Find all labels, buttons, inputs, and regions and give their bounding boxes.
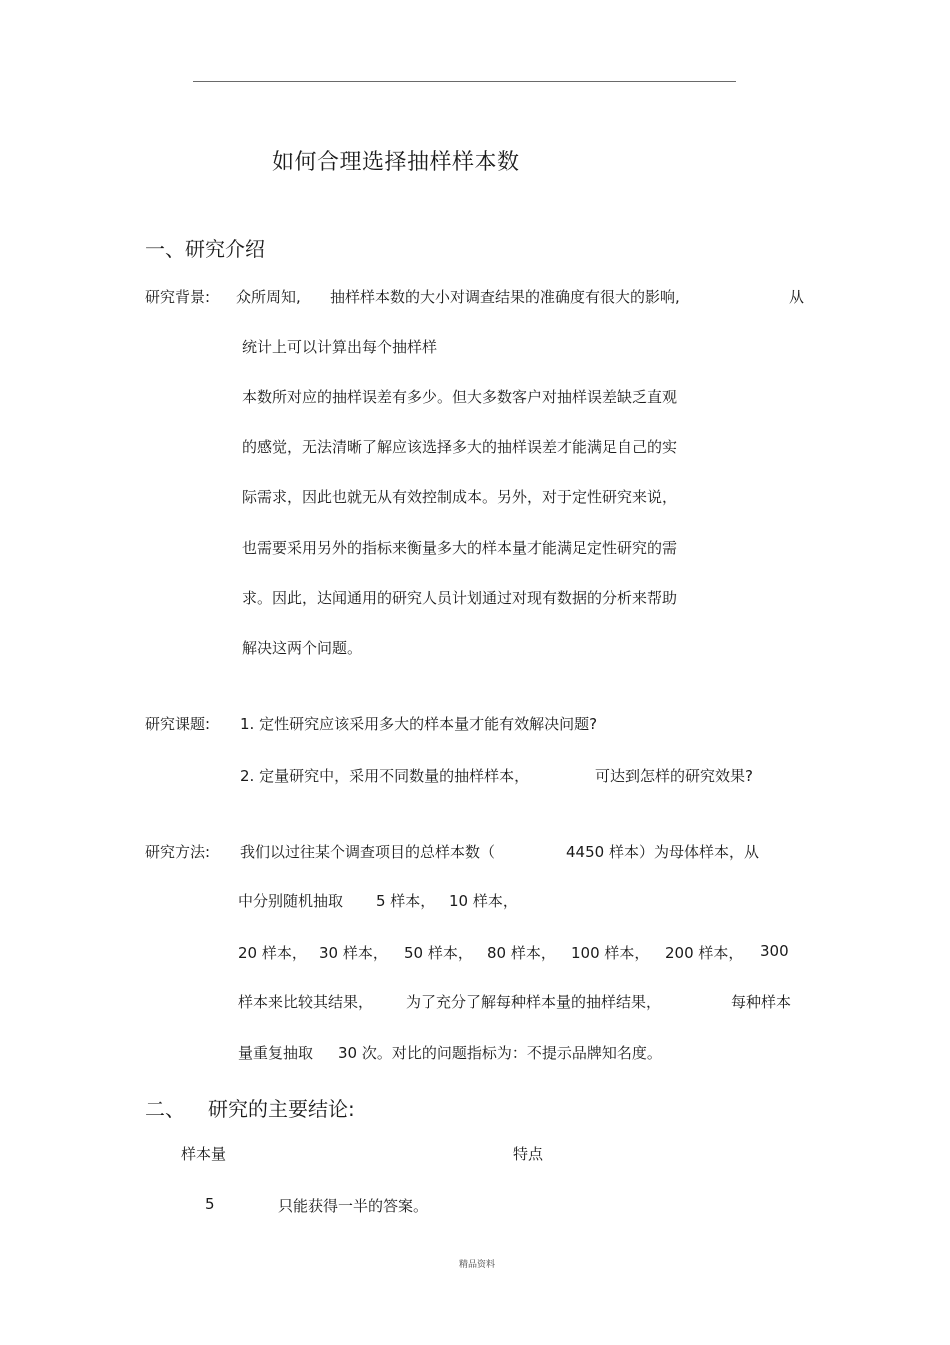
table-cell-feature: 只能获得一半的答案。 xyxy=(278,1197,429,1215)
section1-heading: 一、研究介绍 xyxy=(145,237,265,261)
background-text-b: 抽样样本数的大小对调查结果的准确度有很大的影响, xyxy=(330,288,680,306)
background-line: 际需求，因此也就无从有效控制成本。另外，对于定性研究来说， xyxy=(242,488,678,506)
background-text-a: 众所周知, xyxy=(236,288,301,306)
background-line: 本数所对应的抽样误差有多少。但大多数客户对抽样误差缺乏直观 xyxy=(242,388,678,406)
table-header-size: 样本量 xyxy=(181,1145,227,1163)
header-rule xyxy=(193,81,736,82)
method-label: 研究方法: xyxy=(145,843,211,861)
method-text: 4450 样本）为母体样本，从 xyxy=(566,843,759,861)
document-title: 如何合理选择抽样样本数 xyxy=(272,150,520,175)
sample-size: 100 样本， xyxy=(571,944,650,962)
section2-number: 二、 xyxy=(145,1097,185,1121)
background-label: 研究背景: xyxy=(145,288,211,306)
table-cell-size: 5 xyxy=(205,1195,215,1213)
method-text: 我们以过往某个调查项目的总样本数（ xyxy=(240,843,496,861)
method-text: 30 次。对比的问题指标为：不提示品牌知名度。 xyxy=(338,1044,662,1062)
section2-heading: 研究的主要结论: xyxy=(208,1097,355,1121)
background-line: 解决这两个问题。 xyxy=(242,639,363,657)
topic-item-1: 1. 定性研究应该采用多大的样本量才能有效解决问题? xyxy=(240,715,598,733)
topics-label: 研究课题: xyxy=(145,715,211,733)
sample-size: 30 样本， xyxy=(319,944,388,962)
background-line: 统计上可以计算出每个抽样样 xyxy=(242,338,438,356)
footer-text: 精品资料 xyxy=(459,1260,496,1270)
topic-item-2b: 可达到怎样的研究效果? xyxy=(595,767,753,785)
method-text: 为了充分了解每种样本量的抽样结果， xyxy=(406,993,662,1011)
sample-size: 200 样本， xyxy=(665,944,744,962)
method-text: 量重复抽取 xyxy=(238,1044,314,1062)
method-text: 样本来比较其结果， xyxy=(238,993,374,1011)
background-line: 的感觉，无法清晰了解应该选择多大的抽样误差才能满足自己的实 xyxy=(242,438,678,456)
sample-size: 300 xyxy=(760,942,789,960)
table-header-feature: 特点 xyxy=(513,1145,544,1163)
background-line: 求。因此，达闻通用的研究人员计划通过对现有数据的分析来帮助 xyxy=(242,589,678,607)
method-text: 中分别随机抽取 xyxy=(238,892,344,910)
method-text: 每种样本 xyxy=(731,993,792,1011)
method-text: 10 样本， xyxy=(449,892,518,910)
background-line: 也需要采用另外的指标来衡量多大的样本量才能满足定性研究的需 xyxy=(242,539,678,557)
sample-size: 20 样本， xyxy=(238,944,307,962)
sample-size: 80 样本， xyxy=(487,944,556,962)
topic-item-2a: 2. 定量研究中，采用不同数量的抽样样本， xyxy=(240,767,530,785)
sample-size: 50 样本， xyxy=(404,944,473,962)
method-text: 5 样本， xyxy=(376,892,436,910)
background-text-c: 从 xyxy=(789,288,805,306)
